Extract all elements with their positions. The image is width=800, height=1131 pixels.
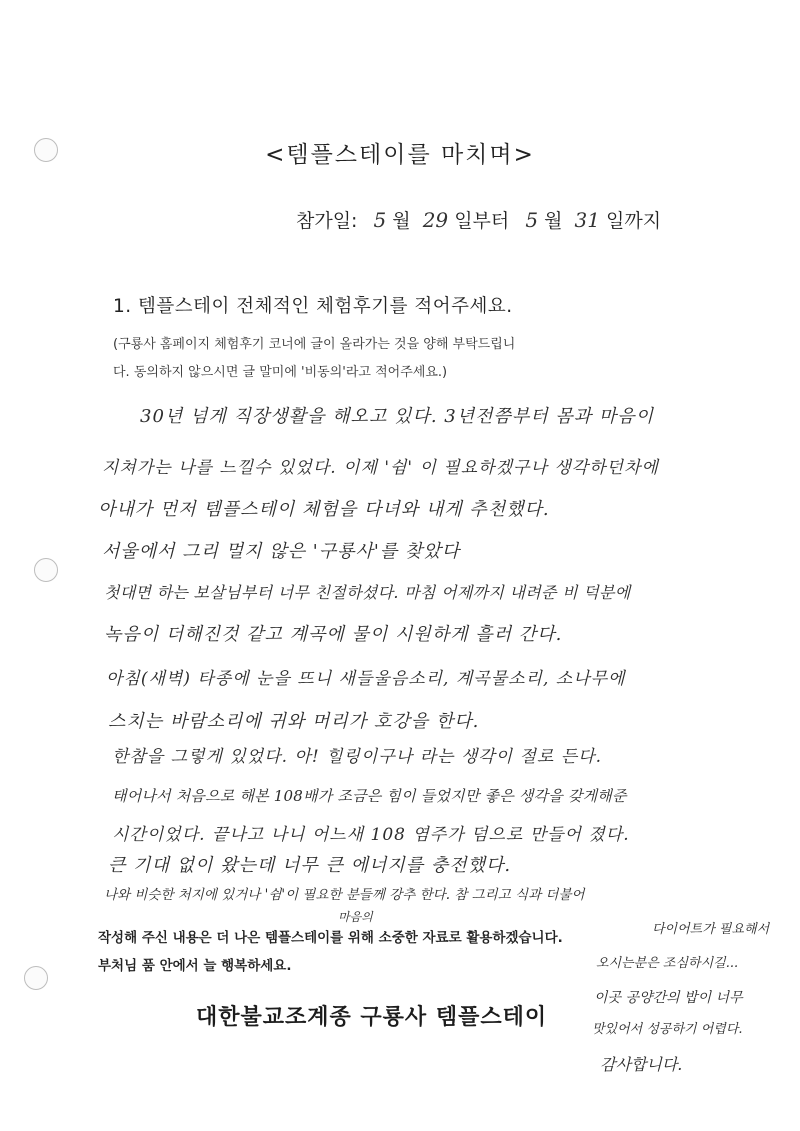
month-unit: 월 [392, 210, 411, 232]
from-suffix: 일부터 [454, 210, 510, 232]
period-label: 참가일: [296, 210, 358, 232]
margin-note-line-3: 이곳 공양간의 밥이 너무 [594, 990, 743, 1006]
consent-note-line-2: 다. 동의하지 않으시면 글 말미에 '비동의'라고 적어주세요.) [113, 365, 448, 380]
handwritten-line-2: 지쳐가는 나를 느낄수 있었다. 이제 '쉼' 이 필요하겠구나 생각하던차에 [102, 458, 659, 478]
handwritten-line-13: 나와 비슷한 처지에 있거나 '쉼'이 필요한 분들께 강추 한다. 참 그리고 식과 더불어 [104, 887, 585, 903]
end-day: 31 [574, 208, 600, 232]
margin-note-line-2: 오시는분은 조심하시길... [596, 956, 739, 971]
handwritten-line-10: 태어나서 처음으로 해본 108배가 조금은 힘이 들었지만 좋은 생각을 갖게해준 [112, 787, 627, 805]
handwritten-line-6: 녹음이 더해진것 같고 계곡에 물이 시원하게 흘러 간다. [104, 624, 563, 645]
handwritten-line-3: 아내가 먼저 템플스테이 체험을 다녀와 내게 추천했다. [98, 499, 550, 520]
handwritten-insert: 마음의 [338, 910, 373, 924]
margin-note-line-1: 다이어트가 필요해서 [652, 922, 770, 937]
consent-note-line-1: (구룡사 홈페이지 체험후기 코너에 글이 올라가는 것을 양해 부탁드립니 [113, 337, 516, 352]
handwritten-line-5: 첫대면 하는 보살님부터 너무 친절하셨다. 마침 어제까지 내려준 비 덕분에 [104, 583, 631, 602]
participation-period [296, 206, 661, 233]
margin-note-line-4: 맛있어서 성공하기 어렵다. [592, 1022, 743, 1037]
to-suffix: 일까지 [606, 210, 662, 232]
question-heading: 1. 템플스테이 전체적인 체험후기를 적어주세요. [113, 296, 513, 317]
start-day: 29 [422, 208, 449, 232]
handwritten-line-8: 스치는 바람소리에 귀와 머리가 호강을 한다. [108, 711, 480, 732]
start-month: 5 [373, 208, 387, 232]
closing-line-1: 작성해 주신 내용은 더 나은 템플스테이를 위해 소중한 자료로 활용하겠습니다. [98, 930, 563, 946]
handwritten-line-12: 큰 기대 없이 왔는데 너무 큰 에너지를 충전했다. [108, 855, 512, 876]
handwritten-line-4: 서울에서 그리 멀지 않은 '구룡사'를 찾았다 [102, 541, 461, 562]
closing-line-2: 부처님 품 안에서 늘 행복하세요. [98, 958, 292, 974]
punch-hole-bottom [24, 966, 48, 990]
month-unit-2: 월 [544, 210, 563, 232]
handwritten-line-11: 시간이었다. 끝나고 나니 어느새 108 염주가 덤으로 만들어 졌다. [112, 825, 630, 845]
end-month: 5 [525, 208, 539, 232]
handwritten-line-1: 30년 넘게 직장생활을 해오고 있다. 3년전쯤부터 몸과 마음이 [140, 406, 655, 427]
handwritten-line-9: 한참을 그렇게 있었다. 아! 힐링이구나 라는 생각이 절로 든다. [112, 747, 602, 767]
handwritten-line-7: 아침(새벽) 타종에 눈을 뜨니 새들울음소리, 계곡물소리, 소나무에 [106, 669, 626, 689]
punch-hole-middle [34, 558, 58, 582]
document-title: <템플스테이를 마치며> [265, 142, 535, 168]
margin-note-line-5: 감사합니다. [600, 1055, 683, 1074]
organization-name: 대한불교조계종 구룡사 템플스테이 [196, 1005, 548, 1030]
